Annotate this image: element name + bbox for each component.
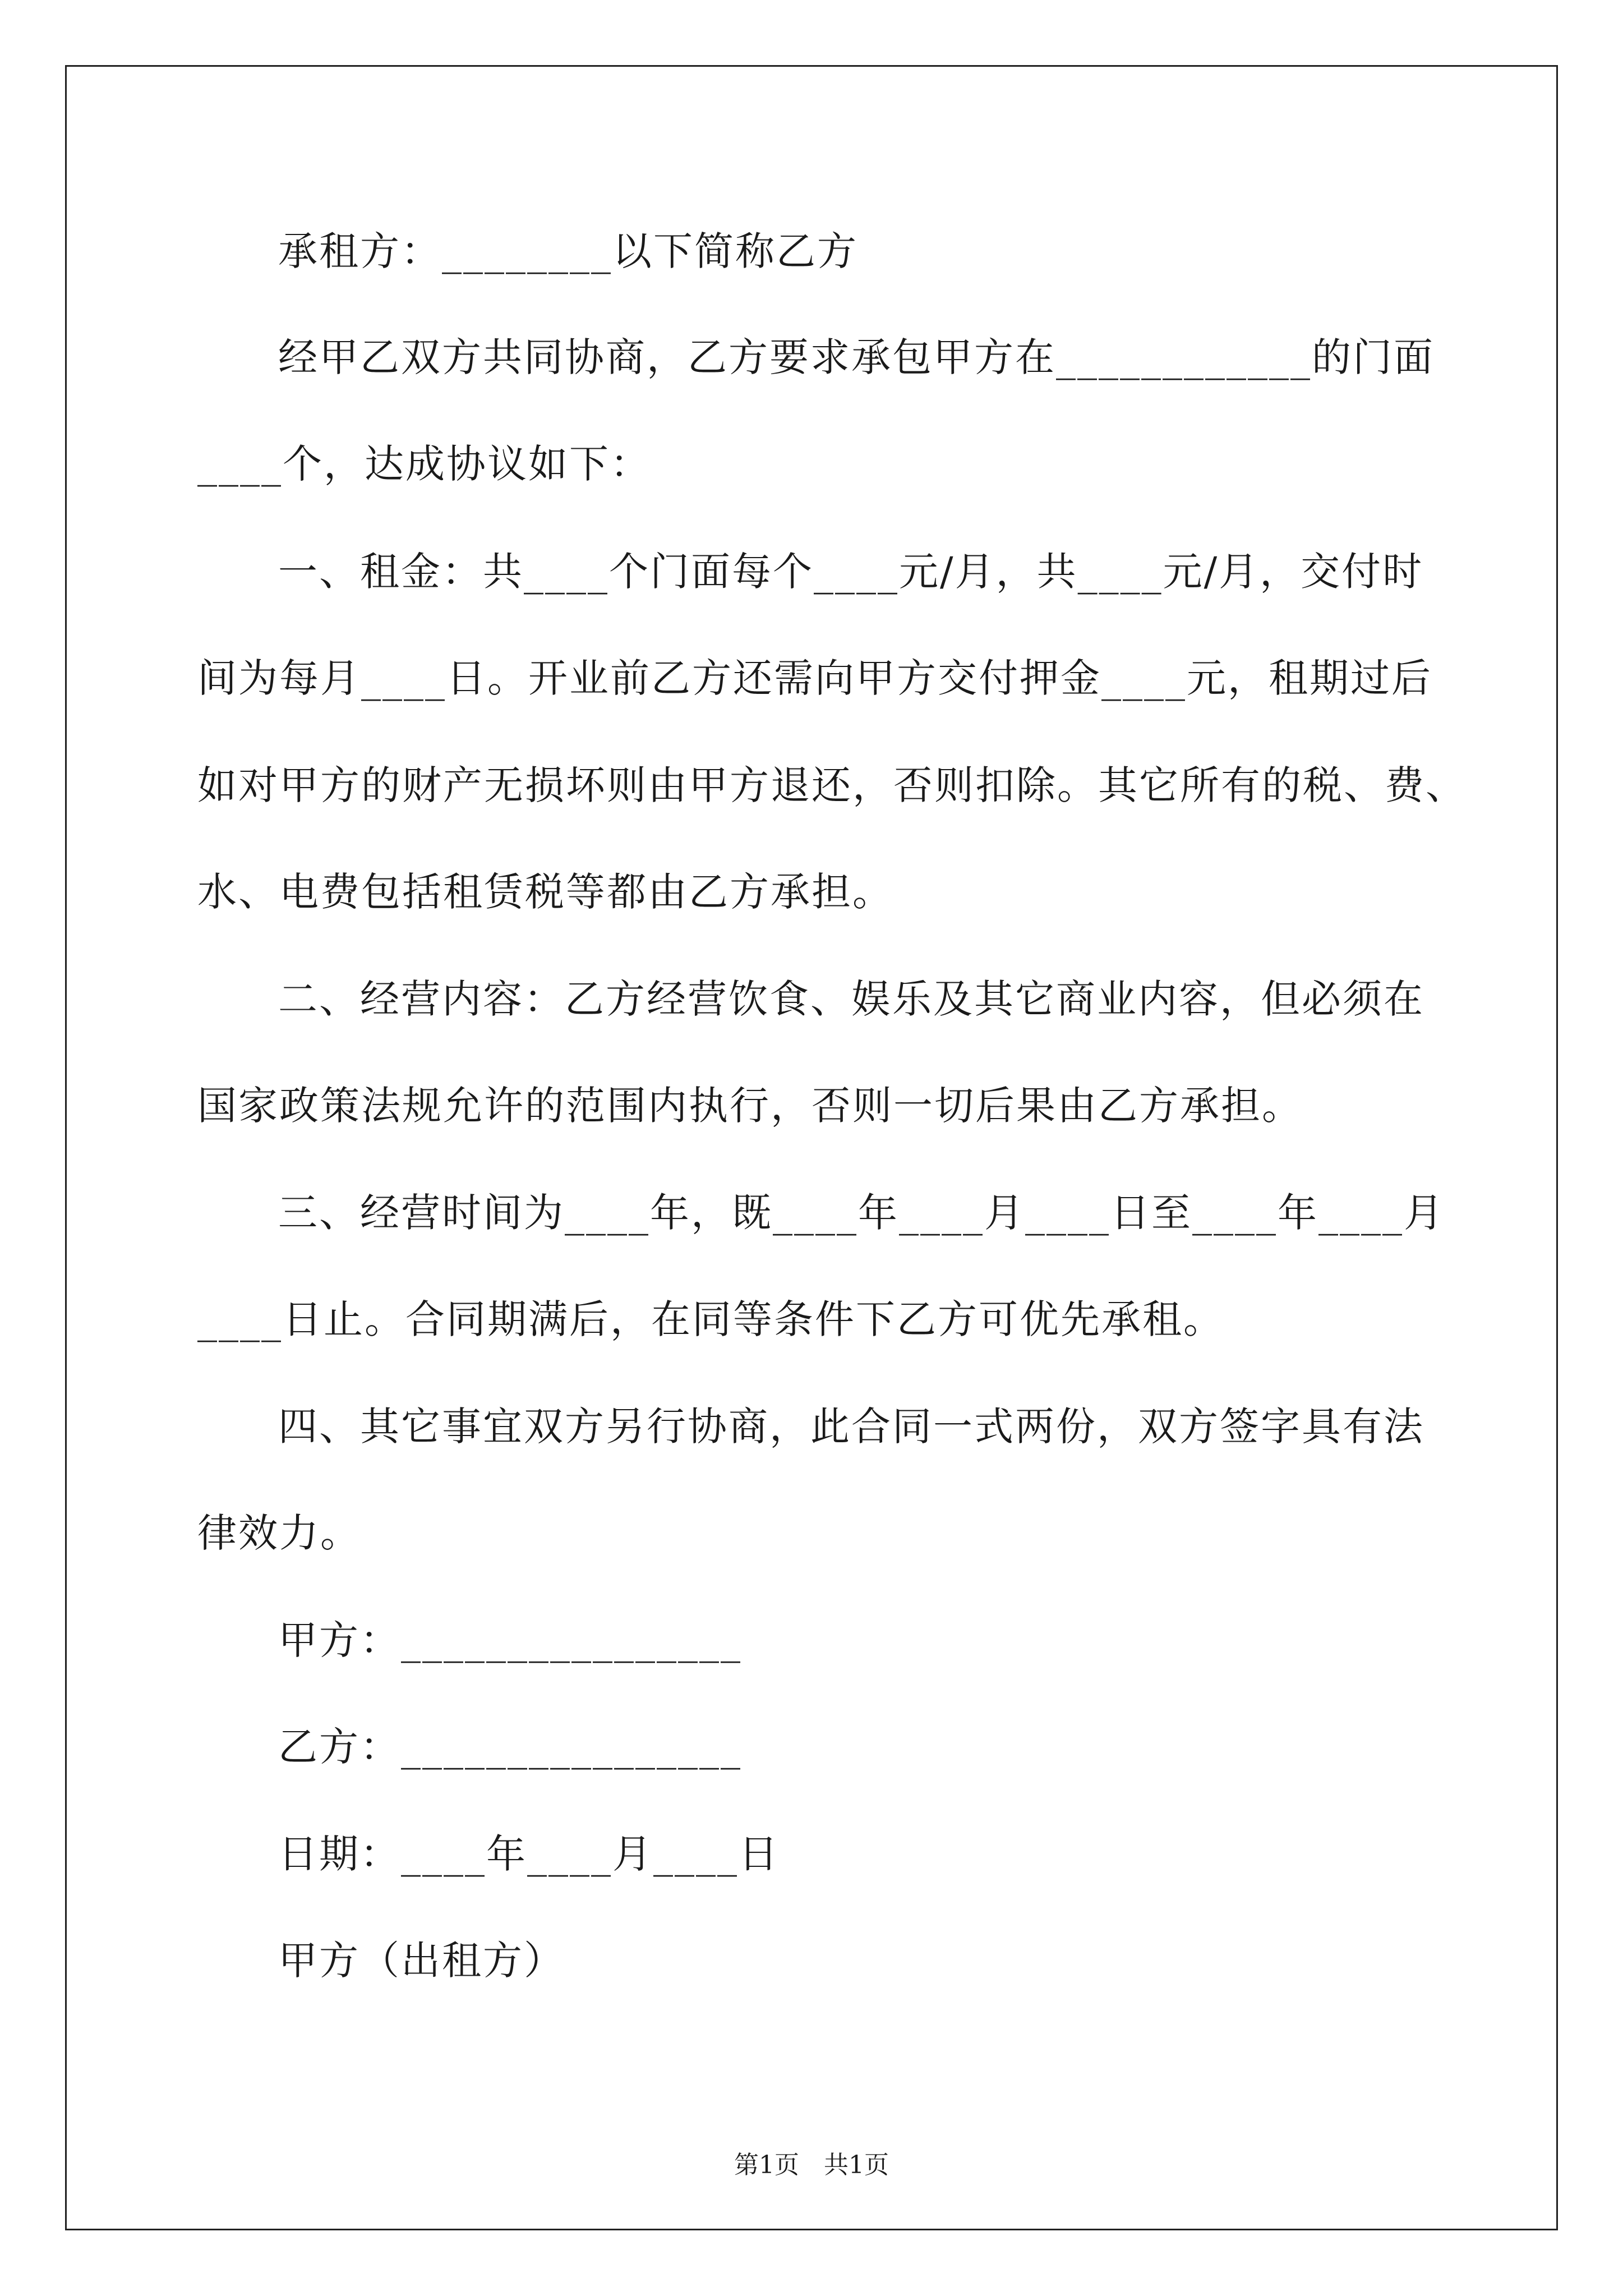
agreement-intro-line-2: ____个，达成协议如下：	[197, 441, 651, 487]
page-border	[65, 65, 1558, 2230]
date-line: 日期：____年____月____日	[278, 1831, 780, 1877]
party-a-signature-line: 甲方：________________	[278, 1617, 742, 1663]
clause-4-line-1: 四、其它事宜双方另行协商，此合同一式两份，双方签字具有法	[278, 1404, 1424, 1450]
party-b-signature-line: 乙方：________________	[278, 1724, 742, 1770]
page-number-footer: 第1页 共1页	[734, 2151, 889, 2179]
clause-1-line-2: 间为每月____日。开业前乙方还需向甲方交付押金____元，租期过后	[197, 655, 1432, 701]
clause-3-line-1: 三、经营时间为____年，既____年____月____日至____年____月	[278, 1190, 1445, 1236]
clause-2-line-2: 国家政策法规允许的范围内执行，否则一切后果由乙方承担。	[197, 1083, 1303, 1129]
lessor-heading: 甲方（出租方）	[278, 1938, 565, 1984]
clause-3-line-2: ____日止。合同期满后，在同等条件下乙方可优先承租。	[197, 1296, 1224, 1342]
clause-1-line-4: 水、电费包括租赁税等都由乙方承担。	[197, 869, 893, 915]
lessee-line: 承租方：________以下简称乙方	[278, 228, 858, 274]
clause-4-line-2: 律效力。	[197, 1510, 361, 1556]
agreement-intro-line-1: 经甲乙双方共同协商，乙方要求承包甲方在____________的门面	[278, 334, 1435, 380]
clause-1-line-3: 如对甲方的财产无损坏则由甲方退还，否则扣除。其它所有的税、费、	[197, 762, 1467, 808]
clause-2-line-1: 二、经营内容：乙方经营饮食、娱乐及其它商业内容，但必须在	[278, 976, 1424, 1022]
clause-1-line-1: 一、租金：共____个门面每个____元/月，共____元/月，交付时	[278, 549, 1424, 595]
